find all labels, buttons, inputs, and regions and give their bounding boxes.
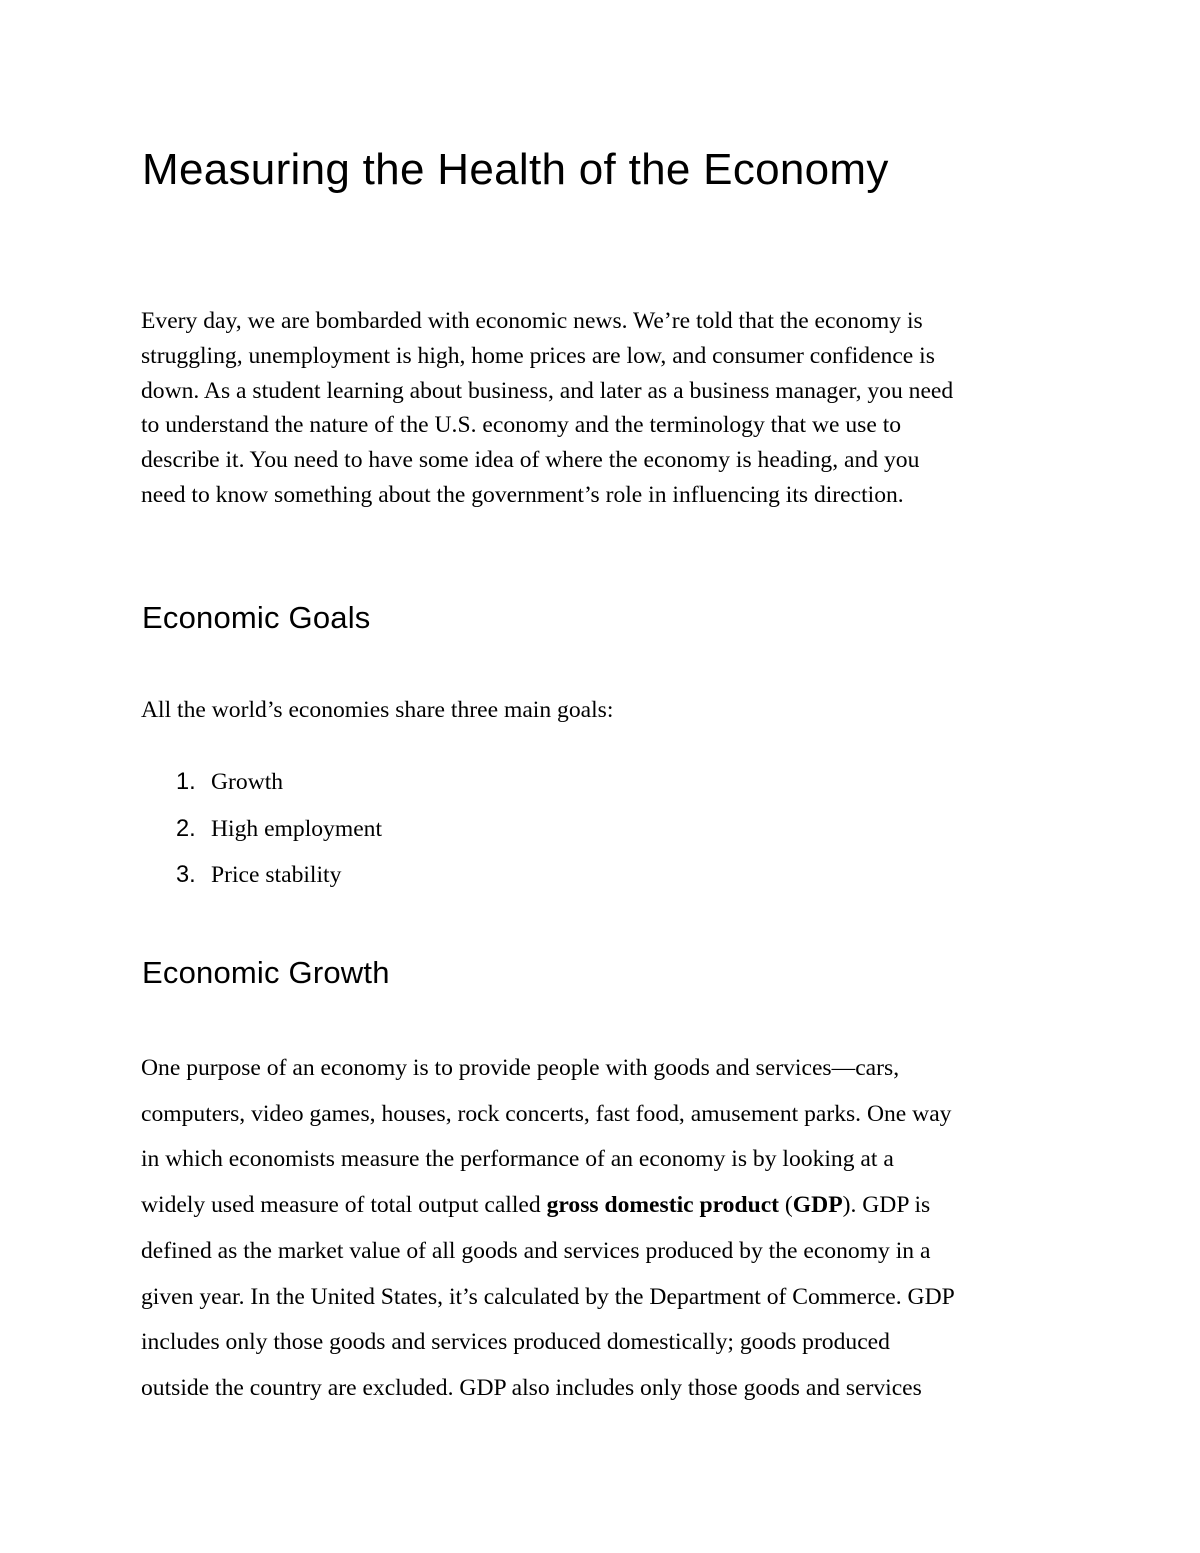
growth-paragraph	[141, 1046, 1061, 1412]
goals-intro-text: All the world’s economies share three main goals:	[141, 697, 614, 723]
list-item-text: Growth	[211, 769, 284, 795]
intro-line: describe it. You need to have some idea of where the economy is heading, and you	[141, 447, 920, 474]
growth-line	[141, 1183, 1061, 1229]
list-item-text: Price stability	[211, 862, 342, 888]
gdp-abbreviation-bold: GDP	[792, 1192, 843, 1219]
paren-open: (	[779, 1192, 793, 1219]
growth-line: in which economists measure the performance of an economy is by looking at a	[141, 1146, 894, 1173]
intro-line: Every day, we are bombarded with economic news. We’re told that the economy is	[141, 308, 923, 334]
section-heading-economic-goals: Economic Goals	[142, 600, 371, 635]
intro-line: need to know something about the government’s role in influencing its direction.	[141, 481, 904, 508]
growth-line: defined as the market value of all goods and services produced by the economy in a	[141, 1237, 931, 1264]
growth-line: given year. In the United States, it’s calculated by the Department of Commerce. GDP	[141, 1283, 955, 1310]
list-item-number: 1.	[176, 769, 196, 795]
intro-line: struggling, unemployment is high, home prices are low, and consumer confidence is	[141, 342, 935, 369]
growth-line-text: widely used measure of total output called	[141, 1192, 547, 1219]
intro-paragraph	[141, 304, 1061, 513]
growth-line-text: ). GDP is	[842, 1192, 931, 1219]
list-item-number: 3.	[176, 862, 196, 888]
intro-line: down. As a student learning about business, and later as a business manager, you need	[141, 377, 954, 404]
intro-line: to understand the nature of the U.S. economy and the terminology that we use to	[141, 412, 902, 439]
section-heading-economic-growth: Economic Growth	[142, 955, 390, 990]
gdp-term-bold: gross domestic product	[546, 1192, 780, 1219]
growth-line: One purpose of an economy is to provide people with goods and services—cars,	[141, 1055, 900, 1081]
list-item-text: High employment	[211, 815, 383, 842]
growth-line: computers, video games, houses, rock concerts, fast food, amusement parks. One way	[141, 1100, 952, 1127]
list-item-number: 2.	[176, 815, 196, 842]
growth-line: includes only those goods and services produced domestically; goods produced	[141, 1329, 890, 1356]
growth-line: outside the country are excluded. GDP also includes only those goods and services	[141, 1374, 922, 1401]
page-title: Measuring the Health of the Economy	[142, 145, 889, 194]
